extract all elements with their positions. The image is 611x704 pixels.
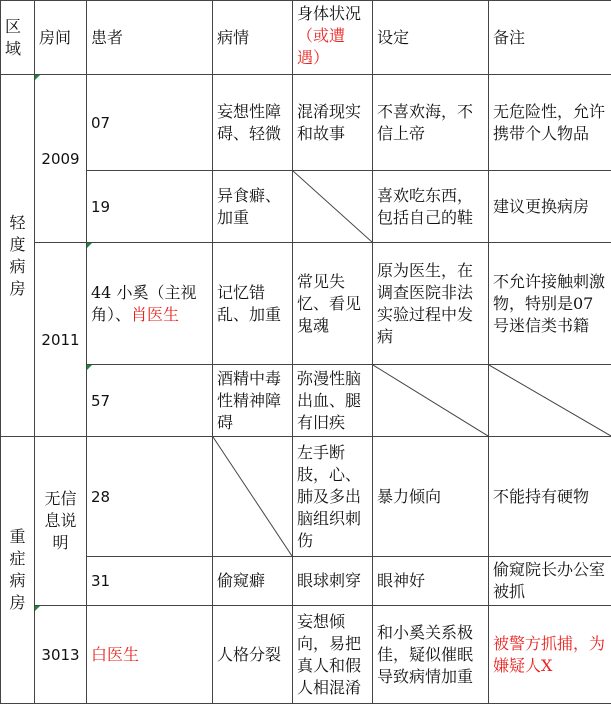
setting-cell: 暴力倾向 xyxy=(373,437,489,557)
patient-cell: 07 xyxy=(87,75,213,171)
header-body-note: （或遭遇） xyxy=(297,26,345,67)
remark-cell: 偷窥院长办公室被抓 xyxy=(489,557,611,606)
diagonal-slash xyxy=(293,171,372,242)
body-cell: 左手断肢，心、肺及多出脑组织刺伤 xyxy=(293,437,373,557)
setting-cell: 不喜欢海，不信上帝 xyxy=(373,75,489,171)
setting-cell-empty xyxy=(373,365,489,437)
diagonal-slash xyxy=(213,437,292,556)
body-cell: 眼球刺穿 xyxy=(293,557,373,606)
room-2011: 2011 xyxy=(35,243,87,437)
patient-cell-label: 57 xyxy=(91,392,110,410)
condition-cell: 酒精中毒性精神障碍 xyxy=(213,365,293,437)
room-2009 xyxy=(35,75,87,243)
body-cell-empty xyxy=(293,171,373,243)
patient-cell-prefix: 44 小奚（主视角）、 xyxy=(91,283,196,324)
header-patient: 患者 xyxy=(87,1,213,75)
condition-cell: 妄想性障碍、轻微 xyxy=(213,75,293,171)
body-cell: 混淆现实和故事 xyxy=(293,75,373,171)
setting-cell: 喜欢吃东西，包括自己的鞋 xyxy=(373,171,489,243)
condition-cell: 异食癖、加重 xyxy=(213,171,293,243)
setting-cell: 原为医生，在调查医院非法实验过程中发病 xyxy=(373,243,489,365)
condition-cell-empty xyxy=(213,437,293,557)
diagonal-slash xyxy=(373,365,488,436)
table-row xyxy=(1,75,611,171)
body-cell: 妄想倾向，易把真人和假人相混淆 xyxy=(293,606,373,704)
patient-cell: 白医生 xyxy=(87,606,213,704)
condition-cell: 偷窥癖 xyxy=(213,557,293,606)
remark-cell: 无危险性，允许携带个人物品 xyxy=(489,75,611,171)
table-row xyxy=(1,171,611,243)
condition-cell: 人格分裂 xyxy=(213,606,293,704)
area-light: 轻度病房 xyxy=(1,75,35,437)
area-severe: 重症病房 xyxy=(1,437,35,704)
remark-cell: 被警方抓捕，为嫌疑人X xyxy=(489,606,611,704)
table-row xyxy=(1,606,611,704)
patient-cell: 31 xyxy=(87,557,213,606)
cell-corner-marker xyxy=(87,243,92,248)
room-3013 xyxy=(35,606,87,704)
room-2009-label: 2009 xyxy=(41,150,79,168)
room-3013-label: 3013 xyxy=(41,646,79,664)
table-row xyxy=(1,365,611,437)
patient-cell: 19 xyxy=(87,171,213,243)
header-condition: 病情 xyxy=(213,1,293,75)
header-body-label: 身体状况 xyxy=(297,4,361,23)
table-row xyxy=(1,557,611,606)
header-body xyxy=(293,1,373,75)
header-area: 区域 xyxy=(1,1,35,75)
diagonal-slash xyxy=(489,365,611,436)
header-room: 房间 xyxy=(35,1,87,75)
setting-cell: 眼神好 xyxy=(373,557,489,606)
remark-cell: 不能持有硬物 xyxy=(489,437,611,557)
body-cell: 弥漫性脑出血、腿有旧疾 xyxy=(293,365,373,437)
remark-cell: 建议更换病房 xyxy=(489,171,611,243)
room-noinfo: 无信息说明 xyxy=(35,437,87,606)
table-row xyxy=(1,243,611,365)
setting-cell: 和小奚关系极佳，疑似催眠导致病情加重 xyxy=(373,606,489,704)
patient-cell: 28 xyxy=(87,437,213,557)
header-row xyxy=(1,1,611,75)
patient-cell xyxy=(87,243,213,365)
cell-corner-marker xyxy=(35,75,40,80)
cell-corner-marker xyxy=(87,365,92,370)
remark-cell: 不允许接触刺激物，特别是07号迷信类书籍 xyxy=(489,243,611,365)
body-cell: 常见失忆、看见鬼魂 xyxy=(293,243,373,365)
header-remark: 备注 xyxy=(489,1,611,75)
patient-cell xyxy=(87,365,213,437)
cell-corner-marker xyxy=(35,606,40,611)
header-setting: 设定 xyxy=(373,1,489,75)
condition-cell: 记忆错乱、加重 xyxy=(213,243,293,365)
table-row xyxy=(1,437,611,557)
patient-cell-red: 肖医生 xyxy=(131,305,179,324)
remark-cell-empty xyxy=(489,365,611,437)
